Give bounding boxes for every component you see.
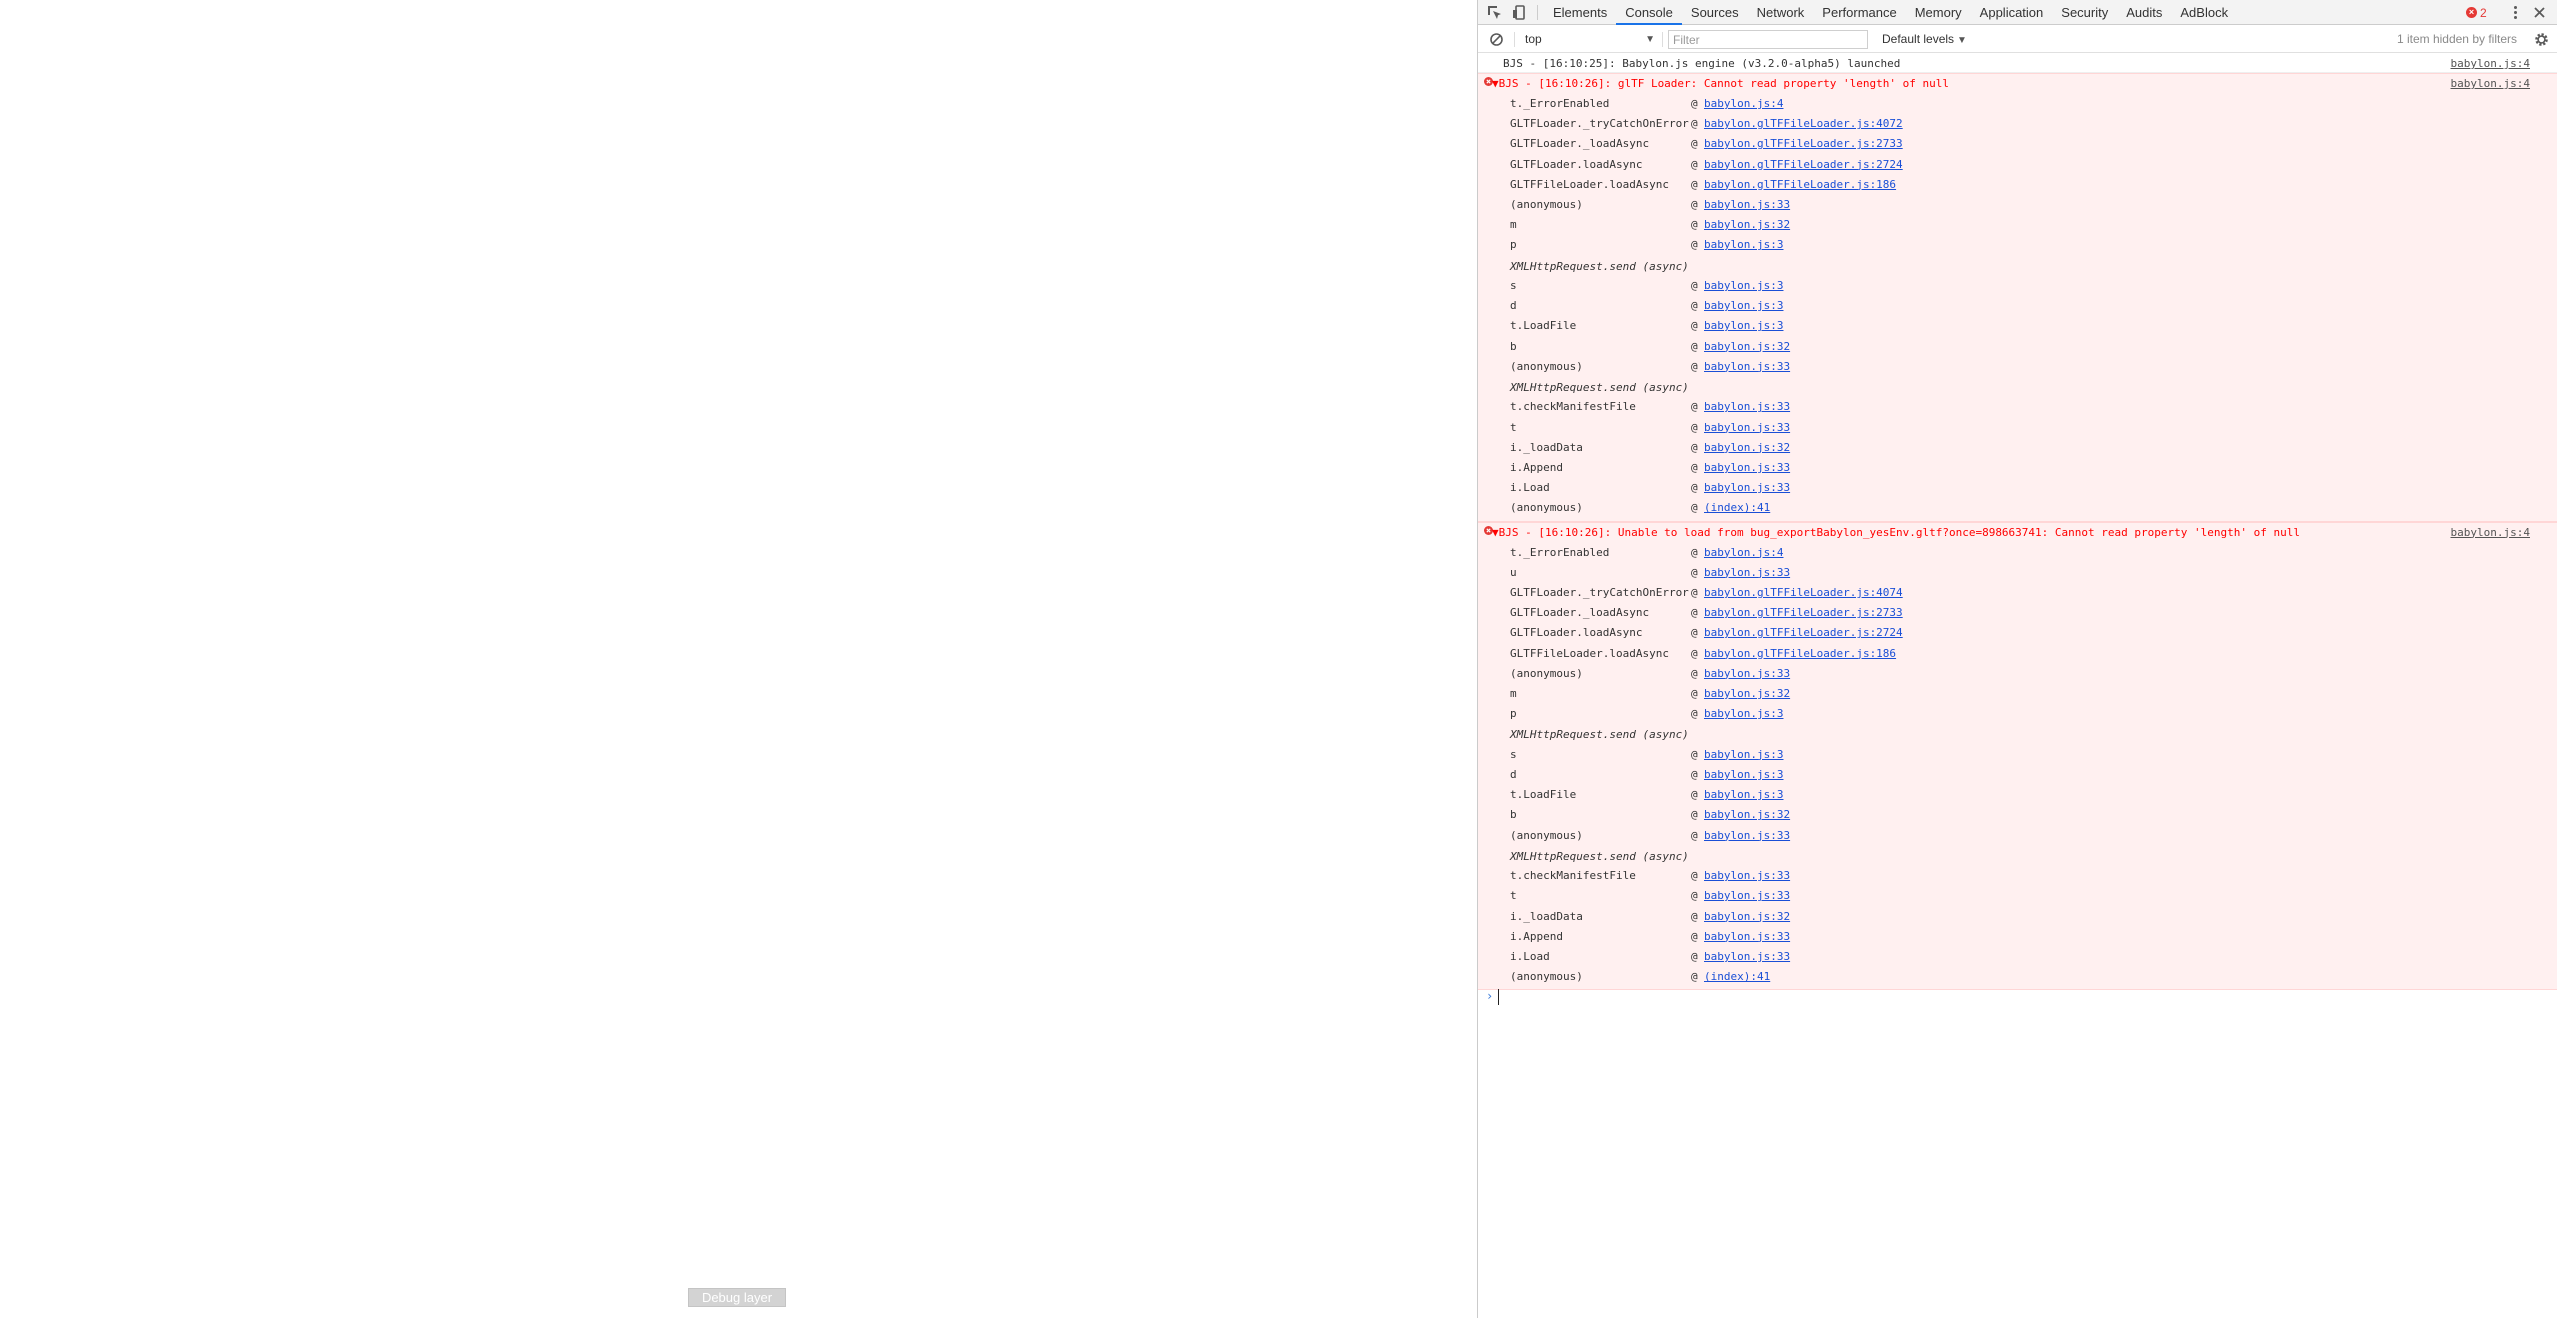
stack-frame bbox=[1478, 316, 2557, 336]
stack-frame bbox=[1478, 664, 2557, 684]
stack-frame bbox=[1478, 357, 2557, 377]
stack-at-symbol: @ bbox=[1691, 279, 1698, 292]
stack-at-symbol: @ bbox=[1691, 197, 1698, 211]
stack-location-link[interactable]: babylon.js:33 bbox=[1704, 889, 1791, 903]
stack-function-name: XMLHttpRequest.send (async) bbox=[1510, 849, 1689, 863]
stack-trace bbox=[1478, 523, 2557, 990]
stack-function-name: d bbox=[1510, 767, 1517, 781]
stack-at-symbol: @ bbox=[1691, 157, 1698, 171]
stack-frame bbox=[1478, 276, 2557, 296]
stack-frame bbox=[1478, 175, 2557, 195]
stack-location-link[interactable]: babylon.js:3 bbox=[1704, 319, 1784, 333]
stack-at-symbol: @ bbox=[1691, 461, 1698, 474]
stack-function-name: (anonymous) bbox=[1510, 359, 1583, 373]
stack-function-name: XMLHttpRequest.send (async) bbox=[1510, 728, 1689, 742]
stack-location-link[interactable]: babylon.glTFFileLoader.js:186 bbox=[1704, 646, 1897, 660]
stack-at-symbol: @ bbox=[1691, 808, 1698, 822]
stack-function-name: (anonymous) bbox=[1510, 666, 1583, 680]
stack-location-link[interactable]: babylon.glTFFileLoader.js:4074 bbox=[1704, 585, 1903, 599]
stack-function-name: GLTFFileLoader.loadAsync bbox=[1510, 646, 1669, 660]
stack-location-link[interactable]: babylon.js:33 bbox=[1704, 565, 1791, 579]
stack-function-name: u bbox=[1510, 565, 1517, 579]
stack-function-name: m bbox=[1510, 686, 1517, 700]
stack-frame bbox=[1478, 235, 2557, 255]
stack-location-link[interactable]: babylon.glTFFileLoader.js:186 bbox=[1704, 177, 1897, 191]
stack-function-name: GLTFLoader.loadAsync bbox=[1510, 157, 1643, 171]
stack-location-link[interactable]: babylon.js:33 bbox=[1704, 197, 1791, 211]
toolbar-separator bbox=[1514, 32, 1515, 47]
stack-location-link[interactable]: babylon.js:33 bbox=[1704, 666, 1791, 680]
toolbar-separator bbox=[1662, 32, 1663, 47]
stack-at-symbol: @ bbox=[1691, 400, 1698, 414]
stack-at-symbol: @ bbox=[1691, 238, 1698, 252]
dropdown-arrow-icon: ▼ bbox=[1957, 35, 1967, 46]
stack-function-name: i.Load bbox=[1510, 949, 1550, 963]
stack-function-name: GLTFLoader._loadAsync bbox=[1510, 137, 1650, 151]
prompt-chevron-icon: › bbox=[1486, 989, 1494, 1003]
stack-location-link[interactable]: babylon.js:33 bbox=[1704, 869, 1791, 883]
stack-frame bbox=[1478, 866, 2557, 886]
stack-function-name: i._loadData bbox=[1510, 440, 1583, 454]
stack-location-link[interactable]: babylon.glTFFileLoader.js:2724 bbox=[1704, 626, 1903, 640]
stack-location-link[interactable]: babylon.js:3 bbox=[1704, 299, 1784, 313]
console-prompt[interactable] bbox=[1478, 987, 2557, 1007]
stack-location-link[interactable]: babylon.js:33 bbox=[1704, 400, 1791, 414]
stack-function-name: GLTFLoader._tryCatchOnError bbox=[1510, 117, 1689, 131]
stack-location-link[interactable]: babylon.js:32 bbox=[1704, 909, 1791, 923]
stack-at-symbol: @ bbox=[1691, 299, 1698, 313]
stack-function-name: b bbox=[1510, 339, 1517, 353]
stack-location-link[interactable]: babylon.js:32 bbox=[1704, 218, 1791, 232]
message-source-link[interactable]: babylon.js:4 bbox=[2450, 57, 2530, 70]
stack-location-link[interactable]: babylon.js:33 bbox=[1704, 481, 1791, 495]
stack-at-symbol: @ bbox=[1691, 585, 1698, 599]
tab-network[interactable]: Network bbox=[1756, 5, 1805, 20]
console-messages bbox=[1478, 54, 2557, 990]
stack-function-name: s bbox=[1510, 747, 1517, 761]
stack-frame bbox=[1478, 927, 2557, 947]
tab-elements[interactable]: Elements bbox=[1553, 5, 1608, 20]
stack-frame bbox=[1478, 478, 2557, 498]
stack-location-link[interactable]: babylon.js:3 bbox=[1704, 767, 1784, 781]
dropdown-arrow-icon: ▼ bbox=[1645, 34, 1655, 45]
tab-performance[interactable]: Performance bbox=[1822, 5, 1897, 20]
stack-function-name: s bbox=[1510, 279, 1517, 292]
stack-function-name: i.Append bbox=[1510, 929, 1563, 943]
stack-async-separator bbox=[1478, 846, 2557, 867]
gear-icon[interactable] bbox=[2531, 29, 2552, 50]
stack-frame bbox=[1478, 458, 2557, 478]
log-levels-value: Default levels bbox=[1882, 32, 1955, 46]
stack-frame bbox=[1478, 785, 2557, 805]
stack-frame bbox=[1478, 826, 2557, 846]
stack-function-name: (anonymous) bbox=[1510, 828, 1583, 842]
stack-location-link[interactable]: babylon.js:32 bbox=[1704, 686, 1791, 700]
devtools-panel bbox=[1477, 0, 2557, 1318]
stack-frame bbox=[1478, 438, 2557, 458]
more-vertical-icon[interactable] bbox=[2505, 2, 2526, 23]
message-text: ▼BJS - [16:10:26]: glTF Loader: Cannot read property 'length' of null bbox=[1492, 77, 1949, 90]
stack-frame bbox=[1478, 543, 2557, 563]
log-levels-selector[interactable] bbox=[1878, 31, 1967, 48]
stack-frame bbox=[1478, 94, 2557, 114]
stack-at-symbol: @ bbox=[1691, 747, 1698, 761]
stack-location-link[interactable]: babylon.js:3 bbox=[1704, 788, 1784, 802]
stack-function-name: t.LoadFile bbox=[1510, 788, 1577, 802]
tab-console[interactable]: Console bbox=[1616, 0, 1682, 25]
stack-function-name: t.checkManifestFile bbox=[1510, 400, 1636, 414]
message-text: ▼BJS - [16:10:26]: Unable to load from bug_exportBabylon_yesEnv.gltf?once=898663741: Cannot read property 'length' of null bbox=[1492, 525, 2300, 539]
stack-location-link[interactable]: babylon.glTFFileLoader.js:4072 bbox=[1704, 117, 1903, 131]
context-selector[interactable] bbox=[1521, 31, 1657, 48]
stack-frame bbox=[1478, 155, 2557, 175]
stack-function-name: GLTFLoader._tryCatchOnError bbox=[1510, 585, 1689, 599]
stack-function-name: p bbox=[1510, 238, 1517, 252]
stack-at-symbol: @ bbox=[1691, 767, 1698, 781]
stack-frame bbox=[1478, 134, 2557, 154]
console-toolbar bbox=[1478, 26, 2557, 53]
error-count: 2 bbox=[2480, 5, 2487, 20]
stack-frame bbox=[1478, 563, 2557, 583]
tab-sources[interactable]: Sources bbox=[1690, 5, 1739, 20]
stack-async-separator bbox=[1478, 256, 2557, 277]
stack-frame bbox=[1478, 704, 2557, 724]
stack-frame bbox=[1478, 215, 2557, 235]
stack-function-name: t._ErrorEnabled bbox=[1510, 97, 1610, 110]
stack-frame bbox=[1478, 684, 2557, 704]
device-toolbar-icon[interactable] bbox=[1509, 2, 1530, 23]
stack-location-link[interactable]: babylon.js:32 bbox=[1704, 339, 1791, 353]
stack-at-symbol: @ bbox=[1691, 218, 1698, 232]
stack-location-link[interactable]: babylon.glTFFileLoader.js:2733 bbox=[1704, 606, 1903, 620]
stack-at-symbol: @ bbox=[1691, 177, 1698, 191]
stack-function-name: (anonymous) bbox=[1510, 197, 1583, 211]
stack-async-separator bbox=[1478, 724, 2557, 745]
console-error-message[interactable] bbox=[1478, 73, 2557, 522]
stack-location-link[interactable]: babylon.glTFFileLoader.js:2733 bbox=[1704, 137, 1903, 151]
stack-function-name: GLTFLoader._loadAsync bbox=[1510, 606, 1650, 620]
stack-at-symbol: @ bbox=[1691, 929, 1698, 943]
stack-at-symbol: @ bbox=[1691, 707, 1698, 721]
context-value: top bbox=[1525, 32, 1542, 46]
stack-function-name: GLTFFileLoader.loadAsync bbox=[1510, 177, 1669, 191]
stack-location-link[interactable]: babylon.js:32 bbox=[1704, 808, 1791, 822]
stack-at-symbol: @ bbox=[1691, 686, 1698, 700]
stack-at-symbol: @ bbox=[1691, 970, 1698, 984]
stack-frame bbox=[1478, 644, 2557, 664]
stack-function-name: t._ErrorEnabled bbox=[1510, 545, 1610, 559]
stack-location-link[interactable]: babylon.js:33 bbox=[1704, 359, 1791, 373]
stack-at-symbol: @ bbox=[1691, 481, 1698, 495]
tab-audits[interactable]: Audits bbox=[2126, 5, 2163, 20]
stack-function-name: i._loadData bbox=[1510, 909, 1583, 923]
devtools-tab-bar bbox=[1478, 0, 2557, 25]
hidden-items-info: 1 item hidden by filters bbox=[2396, 32, 2517, 46]
inspect-element-icon[interactable] bbox=[1484, 2, 1505, 23]
stack-location-link[interactable]: babylon.js:33 bbox=[1704, 461, 1791, 474]
stack-location-link[interactable]: babylon.js:32 bbox=[1704, 440, 1791, 454]
stack-location-link[interactable]: babylon.js:3 bbox=[1704, 238, 1784, 252]
stack-function-name: t.checkManifestFile bbox=[1510, 869, 1636, 883]
stack-at-symbol: @ bbox=[1691, 606, 1698, 620]
stack-function-name: t bbox=[1510, 889, 1517, 903]
tab-security[interactable]: Security bbox=[2061, 5, 2109, 20]
stack-at-symbol: @ bbox=[1691, 828, 1698, 842]
stack-function-name: m bbox=[1510, 218, 1517, 232]
stack-at-symbol: @ bbox=[1691, 565, 1698, 579]
tab-bar-separator bbox=[1537, 5, 1538, 20]
stack-frame bbox=[1478, 418, 2557, 438]
stack-frame bbox=[1478, 907, 2557, 927]
tab-adblock[interactable]: AdBlock bbox=[2180, 5, 2229, 20]
stack-frame bbox=[1478, 195, 2557, 215]
stack-location-link[interactable]: (index):41 bbox=[1704, 501, 1771, 515]
stack-frame bbox=[1478, 886, 2557, 906]
stack-at-symbol: @ bbox=[1691, 646, 1698, 660]
console-input[interactable] bbox=[1498, 989, 2538, 1005]
stack-function-name: i.Append bbox=[1510, 461, 1563, 474]
stack-location-link[interactable]: babylon.js:4 bbox=[1704, 97, 1784, 110]
stack-function-name: b bbox=[1510, 808, 1517, 822]
close-icon[interactable] bbox=[2529, 2, 2550, 23]
stack-function-name: XMLHttpRequest.send (async) bbox=[1510, 259, 1689, 273]
stack-at-symbol: @ bbox=[1691, 440, 1698, 454]
stack-frame bbox=[1478, 337, 2557, 357]
stack-at-symbol: @ bbox=[1691, 501, 1698, 515]
stack-at-symbol: @ bbox=[1691, 545, 1698, 559]
clear-console-icon[interactable] bbox=[1487, 30, 1506, 49]
stack-location-link[interactable]: babylon.js:33 bbox=[1704, 420, 1791, 434]
stack-at-symbol: @ bbox=[1691, 117, 1698, 131]
stack-function-name: p bbox=[1510, 707, 1517, 721]
stack-function-name: d bbox=[1510, 299, 1517, 313]
stack-at-symbol: @ bbox=[1691, 137, 1698, 151]
stack-frame bbox=[1478, 114, 2557, 134]
stack-at-symbol: @ bbox=[1691, 339, 1698, 353]
error-circle-icon: × bbox=[2466, 7, 2477, 18]
message-source-link[interactable]: babylon.js:4 bbox=[2450, 77, 2530, 90]
stack-function-name: t.LoadFile bbox=[1510, 319, 1577, 333]
stack-at-symbol: @ bbox=[1691, 889, 1698, 903]
stack-frame bbox=[1478, 623, 2557, 643]
stack-function-name: XMLHttpRequest.send (async) bbox=[1510, 380, 1689, 394]
stack-at-symbol: @ bbox=[1691, 420, 1698, 434]
stack-function-name: (anonymous) bbox=[1510, 970, 1583, 984]
filter-input[interactable] bbox=[1668, 30, 1868, 49]
stack-async-separator bbox=[1478, 377, 2557, 398]
stack-frame bbox=[1478, 583, 2557, 603]
stack-location-link[interactable]: babylon.js:4 bbox=[1704, 545, 1784, 559]
stack-at-symbol: @ bbox=[1691, 949, 1698, 963]
stack-at-symbol: @ bbox=[1691, 319, 1698, 333]
stack-frame bbox=[1478, 397, 2557, 417]
stack-function-name: GLTFLoader.loadAsync bbox=[1510, 626, 1643, 640]
stack-location-link[interactable]: babylon.glTFFileLoader.js:2724 bbox=[1704, 157, 1903, 171]
stack-at-symbol: @ bbox=[1691, 359, 1698, 373]
stack-location-link[interactable]: babylon.js:33 bbox=[1704, 929, 1791, 943]
stack-frame bbox=[1478, 765, 2557, 785]
stack-frame bbox=[1478, 296, 2557, 316]
stack-location-link[interactable]: (index):41 bbox=[1704, 970, 1771, 984]
stack-location-link[interactable]: babylon.js:3 bbox=[1704, 707, 1784, 721]
stack-location-link[interactable]: babylon.js:33 bbox=[1704, 828, 1791, 842]
stack-frame bbox=[1478, 745, 2557, 765]
stack-function-name: (anonymous) bbox=[1510, 501, 1583, 515]
stack-location-link[interactable]: babylon.js:33 bbox=[1704, 949, 1791, 963]
stack-frame bbox=[1478, 805, 2557, 825]
stack-function-name: t bbox=[1510, 420, 1517, 434]
stack-trace bbox=[1478, 74, 2557, 521]
stack-frame bbox=[1478, 967, 2557, 987]
stack-at-symbol: @ bbox=[1691, 666, 1698, 680]
error-count-badge[interactable] bbox=[2466, 5, 2487, 20]
stack-location-link[interactable]: babylon.js:3 bbox=[1704, 279, 1784, 292]
message-text: BJS - [16:10:25]: Babylon.js engine (v3.2.0-alpha5) launched bbox=[1503, 57, 1901, 70]
debug-layer-button[interactable]: Debug layer bbox=[688, 1288, 786, 1307]
tab-memory[interactable]: Memory bbox=[1914, 5, 1962, 20]
devtools-tabs bbox=[1544, 0, 2237, 25]
stack-frame bbox=[1478, 603, 2557, 623]
stack-frame bbox=[1478, 498, 2557, 518]
stack-at-symbol: @ bbox=[1691, 788, 1698, 802]
message-source-link[interactable]: babylon.js:4 bbox=[2450, 525, 2530, 539]
stack-at-symbol: @ bbox=[1691, 909, 1698, 923]
stack-at-symbol: @ bbox=[1691, 626, 1698, 640]
console-error-message[interactable] bbox=[1478, 522, 2557, 991]
tab-application[interactable]: Application bbox=[1979, 5, 2044, 20]
stack-at-symbol: @ bbox=[1691, 869, 1698, 883]
stack-at-symbol: @ bbox=[1691, 97, 1698, 110]
stack-function-name: i.Load bbox=[1510, 481, 1550, 495]
console-log-message bbox=[1478, 54, 2557, 73]
stack-location-link[interactable]: babylon.js:3 bbox=[1704, 747, 1784, 761]
stack-frame bbox=[1478, 947, 2557, 967]
